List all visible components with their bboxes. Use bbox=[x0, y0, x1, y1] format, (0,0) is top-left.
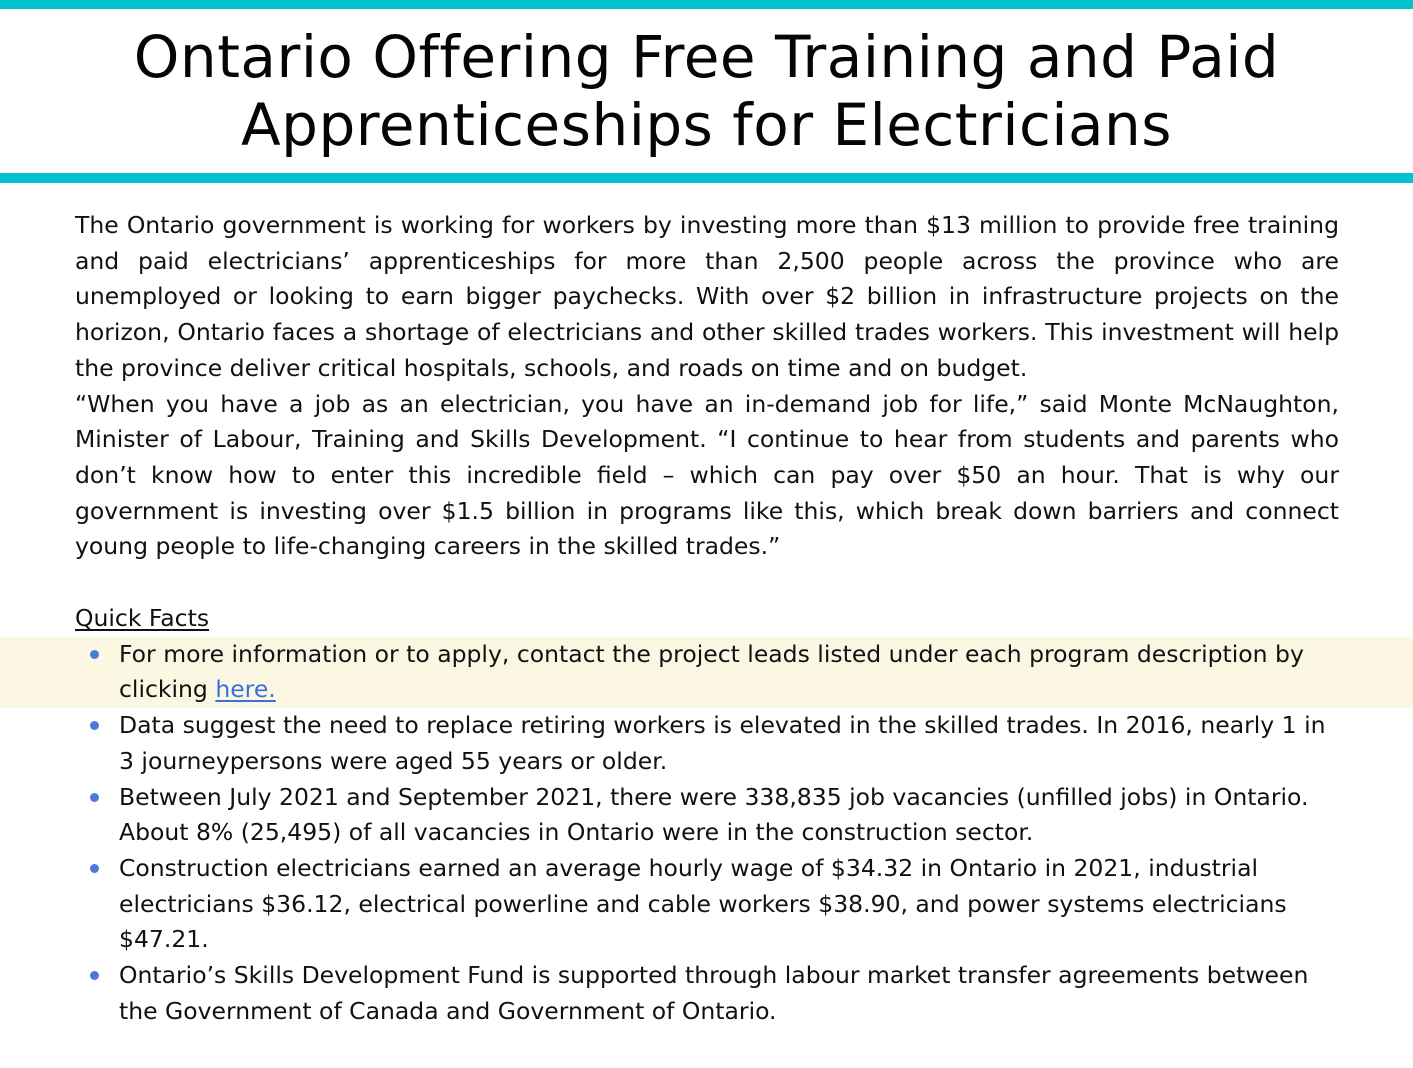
bullet-icon bbox=[90, 721, 99, 730]
page-title bbox=[134, 23, 1279, 159]
quick-fact-item bbox=[75, 958, 1339, 1029]
bottom-accent-rule bbox=[0, 173, 1413, 183]
top-accent-rule bbox=[0, 0, 1413, 9]
article-body bbox=[75, 208, 1339, 1029]
quick-fact-item bbox=[75, 708, 1339, 779]
page-title-line-1: Ontario Offering Free Training and Paid bbox=[133, 23, 1280, 91]
quick-fact-text: For more information or to apply, contact the project leads listed under each program description by clicking bbox=[119, 639, 1304, 704]
quick-facts-list bbox=[75, 637, 1339, 1030]
quote-paragraph: “When you have a job as an electrician, you have an in-demand job for life,” said Monte McNaughton, Minister of Labour, Training and Skills Development. “I continue to hear from students and parents who don’t know how to enter this incredible field – which can pay over $50 an hour. That is why our government is investing over $1.5 billion in programs like this, which break down barriers and connect young people to life-changing careers in the skilled trades.” bbox=[75, 389, 1339, 561]
section-spacer bbox=[75, 565, 1339, 601]
intro-paragraph: The Ontario government is working for workers by investing more than $13 million to provide free training and paid electricians’ apprenticeships for more than 2,500 people across the province who are unemployed or looking to earn bigger paychecks. With over $2 billion in infrastructure projects on the horizon, Ontario faces a shortage of electricians and other skilled trades workers. This investment will help the province deliver critical hospitals, schools, and roads on time and on budget. bbox=[75, 211, 1339, 382]
quick-facts-heading: Quick Facts bbox=[75, 604, 210, 633]
quick-fact-text: Between July 2021 and September 2021, there were 338,835 job vacancies (unfilled jobs) in Ontario. About 8% (25,495) of all vacancies in Ontario were in the construction sector. bbox=[119, 782, 1309, 847]
page-title-line-2: Apprenticeships for Electricians bbox=[240, 91, 1173, 159]
title-block bbox=[0, 9, 1413, 173]
quick-fact-item bbox=[75, 851, 1339, 958]
quick-fact-text: Data suggest the need to replace retiring workers is elevated in the skilled trades. In 2016, nearly 1 in 3 journeypersons were aged 55 years or older. bbox=[119, 711, 1326, 775]
bullet-icon bbox=[90, 971, 99, 980]
bullet-icon bbox=[90, 650, 99, 659]
bullet-icon bbox=[90, 864, 99, 873]
here-link[interactable]: here. bbox=[215, 675, 276, 704]
bullet-icon bbox=[90, 793, 99, 802]
quick-fact-item bbox=[75, 780, 1339, 851]
quick-fact-item bbox=[75, 637, 1339, 708]
quick-fact-text: Ontario’s Skills Development Fund is supported through labour market transfer agreements between the Government of Canada and Government of Ontario. bbox=[119, 961, 1309, 1025]
quick-fact-text: Construction electricians earned an average hourly wage of $34.32 in Ontario in 2021, industrial electricians $36.12, electrical powerline and cable workers $38.90, and power systems electricians $47.21. bbox=[119, 853, 1287, 954]
